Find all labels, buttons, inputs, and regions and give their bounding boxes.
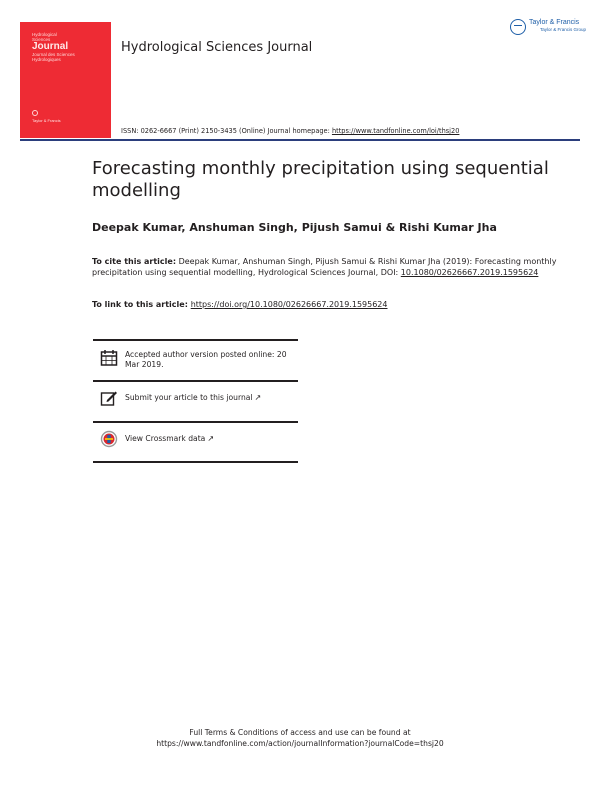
cite-doi-link[interactable]: 10.1080/02626667.2019.1595624	[400, 268, 539, 277]
cover-small-text-1: Hydrological	[32, 32, 57, 37]
footer-terms-link[interactable]: https://www.tandfonline.com/action/journalInformation?journalCode=thsj20	[156, 739, 444, 748]
cover-logo-icon	[32, 110, 38, 116]
cover-title-block	[32, 32, 104, 62]
external-link-icon: ↗	[254, 393, 262, 402]
edit-icon	[100, 389, 118, 407]
article-link-block	[92, 300, 388, 309]
taylor-francis-logo-icon	[510, 19, 526, 35]
item-box-top-rule	[93, 339, 298, 341]
submit-article-label: Submit your article to this journal	[125, 393, 253, 402]
journal-cover-thumbnail	[20, 22, 111, 138]
calendar-icon	[100, 349, 118, 367]
publisher-group: Taylor & Francis Group	[540, 27, 587, 32]
cover-publisher: Taylor & Francis	[32, 118, 61, 123]
crossmark-label: View Crossmark data	[125, 434, 206, 443]
journal-homepage-link[interactable]: https://www.tandfonline.com/loi/thsj20	[331, 127, 460, 135]
article-doi-link[interactable]: https://doi.org/10.1080/02626667.2019.1595624	[190, 300, 388, 309]
citation-block	[92, 256, 562, 278]
submit-article-link[interactable]	[125, 393, 300, 403]
cover-big-text: Journal	[32, 41, 69, 52]
item-box-bottom-rule	[93, 461, 298, 463]
article-title: Forecasting monthly precipitation using sequential modelling	[92, 158, 549, 201]
cover-small-text-2: Sciences	[32, 37, 51, 42]
footer-line-1: Full Terms & Conditions of access and use can be found at	[189, 728, 411, 737]
item-divider-1	[93, 380, 298, 382]
journal-name: Hydrological Sciences Journal	[121, 40, 313, 55]
external-link-icon: ↗	[207, 434, 215, 443]
footer	[0, 727, 600, 749]
issn-line	[121, 127, 459, 135]
article-authors: Deepak Kumar, Anshuman Singh, Pijush Samui & Rishi Kumar Jha	[92, 221, 497, 234]
cite-label: To cite this article:	[92, 257, 177, 266]
crossmark-icon	[100, 430, 118, 448]
header-divider	[20, 139, 580, 141]
taylor-francis-logo	[510, 18, 586, 36]
cover-small-text-3: Journal des Sciences Hydrologiques	[32, 52, 75, 62]
link-label: To link to this article:	[92, 300, 191, 309]
issn-text: ISSN: 0262-6667 (Print) 2150-3435 (Online) Journal homepage:	[121, 127, 332, 135]
item-divider-2	[93, 421, 298, 423]
publisher-name: Taylor & Francis	[529, 19, 580, 26]
cite-text: Deepak Kumar, Anshuman Singh, Pijush Samui & Rishi Kumar Jha (2019): Forecasting monthly precipitation using sequential modelling, Hydrological Sciences Journal, DOI:	[92, 257, 557, 277]
accepted-version-text: Accepted author version posted online: 20 Mar 2019.	[125, 350, 287, 369]
crossmark-link[interactable]	[125, 434, 300, 444]
